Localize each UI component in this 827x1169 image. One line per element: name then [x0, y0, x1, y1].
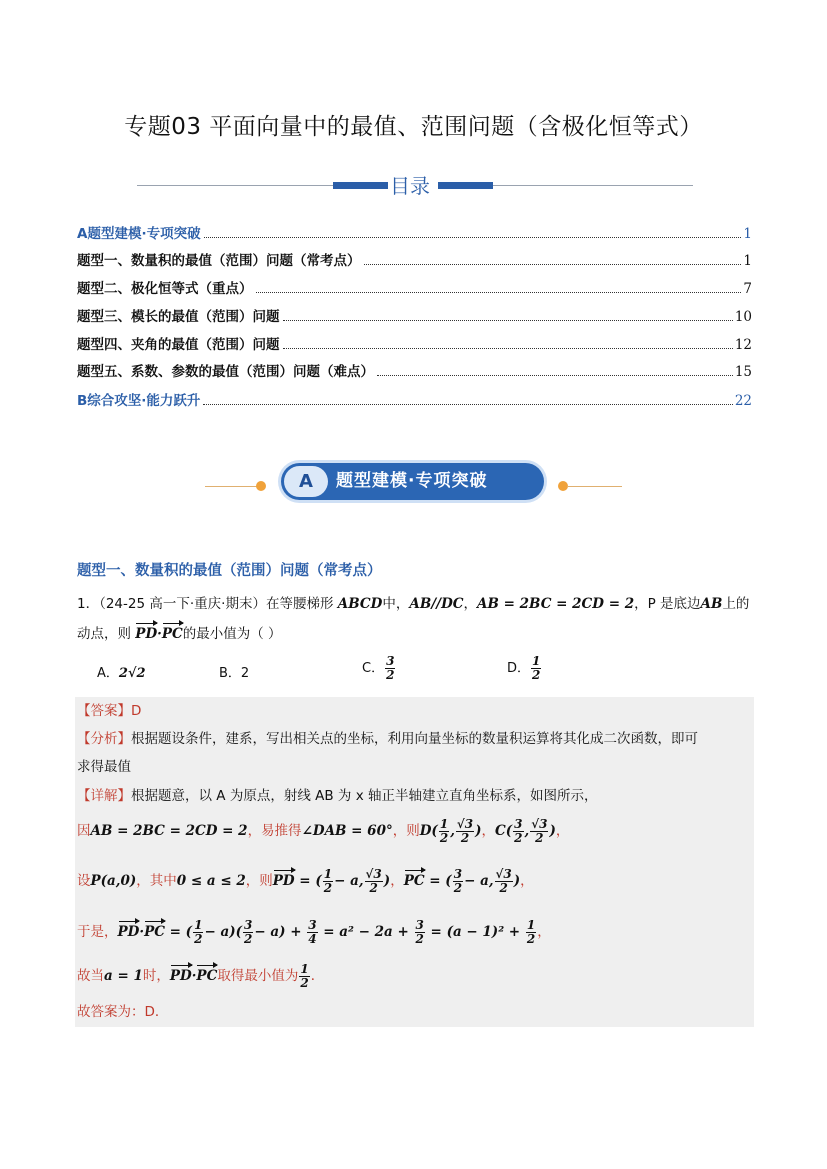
answer-line: 【答案】D	[77, 703, 142, 719]
toc-item-text: 题型四、夹角的最值（范围）问题	[77, 337, 280, 353]
banner-title: 题型建模·专项突破	[336, 471, 488, 491]
toc-item-text: B综合攻坚·能力跃升	[77, 393, 201, 409]
option-value: 2	[240, 666, 250, 681]
solution-line-2: 设P(a,0)，其中0 ≤ a ≤ 2，则PD = ( $\frac{1}{2}$ − a, $\frac{√3}{2}$ )，PC = ( $\frac{3}{2}$ − a, $\frac{√3}{2}$ )，	[77, 867, 534, 895]
conclusion-line: 故答案为：D．	[77, 1004, 169, 1020]
toc-item[interactable]	[77, 249, 752, 269]
toc-bar-left	[333, 182, 388, 189]
toc-rule-left	[137, 185, 337, 186]
option-label: D．	[507, 661, 531, 676]
toc-item-text: 题型三、模长的最值（范围）问题	[77, 309, 280, 325]
toc-item-page: 7	[743, 281, 752, 297]
question-text: ，P 是底边	[634, 596, 701, 612]
toc-item-text: 题型一、数量积的最值（范围）问题（常考点）	[77, 253, 361, 269]
option-label: A．	[97, 666, 119, 681]
solution-line-4: 故当a = 1时，PD·PC取得最小值为 $\frac{1}{2}$ ．	[77, 962, 325, 990]
solution-line-1: 因AB = 2BC = 2CD = 2，易推得∠DAB = 60°，则D( $\frac{1}{2}$ , $\frac{√3}{2}$ )，C( $\frac{3}{2}$ , $\frac{√3}{2}$ )，	[77, 817, 570, 845]
toc-leader	[203, 404, 732, 405]
math-shape: ABCD	[337, 596, 383, 612]
toc-leader	[283, 348, 733, 349]
toc-leader	[377, 375, 733, 376]
question-text: 中，	[382, 596, 410, 612]
option-d[interactable]	[507, 655, 542, 682]
toc-item-page: 12	[734, 337, 752, 353]
toc-bar-right	[438, 182, 493, 189]
question-text: 的最小值为（ ）	[182, 626, 282, 642]
option-label: B．	[219, 666, 241, 681]
solution-line-3: 于是，PD·PC = ( $\frac{1}{2}$ − a)( $\frac{3}{2}$ − a) + $\frac{3}{4}$ = a² − 2a + $\frac{3}{2}$ = (a − 1)² + $\frac{1}{2}$ ，	[77, 918, 551, 946]
toc-item[interactable]	[77, 305, 752, 325]
option-a[interactable]	[97, 662, 146, 681]
page-title: 专题03 平面向量中的最值、范围问题（含极化恒等式）	[124, 114, 703, 140]
toc-leader	[283, 320, 733, 321]
question-prefix: 1．（24-25 高一下·重庆·期末）在等腰梯形	[77, 596, 334, 612]
option-value: $\frac{3}{2}$	[386, 654, 395, 682]
analysis-line-2: 求得最值	[77, 759, 131, 775]
toc-rule-right	[493, 185, 693, 186]
toc-leader	[364, 264, 742, 265]
toc-leader	[256, 292, 742, 293]
analysis-line: 【分析】根据题设条件，建系，写出相关点的坐标，利用向量坐标的数量积运算将其化成二次函数，即可	[77, 731, 698, 747]
option-value: 2√2	[118, 666, 146, 681]
toc-item-page: 10	[734, 309, 752, 325]
banner-dot-left	[256, 481, 266, 491]
toc-item[interactable]	[77, 389, 752, 409]
option-b[interactable]	[219, 662, 249, 681]
math-dot-product: PD·PC	[135, 626, 183, 642]
math-parallel: AB//DC	[409, 596, 464, 612]
question-text: 动点，则	[77, 626, 131, 642]
banner-letter: A	[284, 466, 328, 497]
toc-item-text: A题型建模·专项突破	[77, 226, 201, 242]
option-value: $\frac{1}{2}$	[532, 654, 541, 682]
banner-line-right	[567, 486, 622, 487]
toc-item[interactable]	[77, 360, 752, 380]
banner-line-left	[205, 486, 260, 487]
toc-item[interactable]	[77, 333, 752, 353]
toc-item[interactable]	[77, 222, 752, 242]
toc-item-page: 1	[743, 253, 752, 269]
answer-value: D	[131, 703, 142, 719]
toc-item-text: 题型二、极化恒等式（重点）	[77, 281, 253, 297]
question-line-2	[77, 622, 282, 642]
section-heading: 题型一、数量积的最值（范围）问题（常考点）	[77, 563, 382, 579]
toc-item-page: 15	[734, 364, 752, 380]
question-line-1	[77, 592, 749, 612]
detail-line: 【详解】根据题意，以 A 为原点，射线 AB 为 x 轴正半轴建立直角坐标系，如图所示，	[77, 788, 598, 804]
toc-item[interactable]	[77, 277, 752, 297]
math-lengths: AB = 2BC = 2CD = 2	[477, 596, 635, 612]
toc-leader	[204, 237, 742, 238]
toc-item-page: 1	[743, 226, 752, 242]
option-label: C．	[362, 661, 385, 676]
math-base: AB	[700, 596, 723, 612]
question-text: 上的	[722, 596, 750, 612]
option-c[interactable]	[362, 655, 396, 682]
question-text: ，	[463, 596, 478, 612]
toc-item-text: 题型五、系数、参数的最值（范围）问题（难点）	[77, 364, 374, 380]
toc-label: 目录	[390, 174, 430, 198]
toc-item-page: 22	[734, 393, 752, 409]
